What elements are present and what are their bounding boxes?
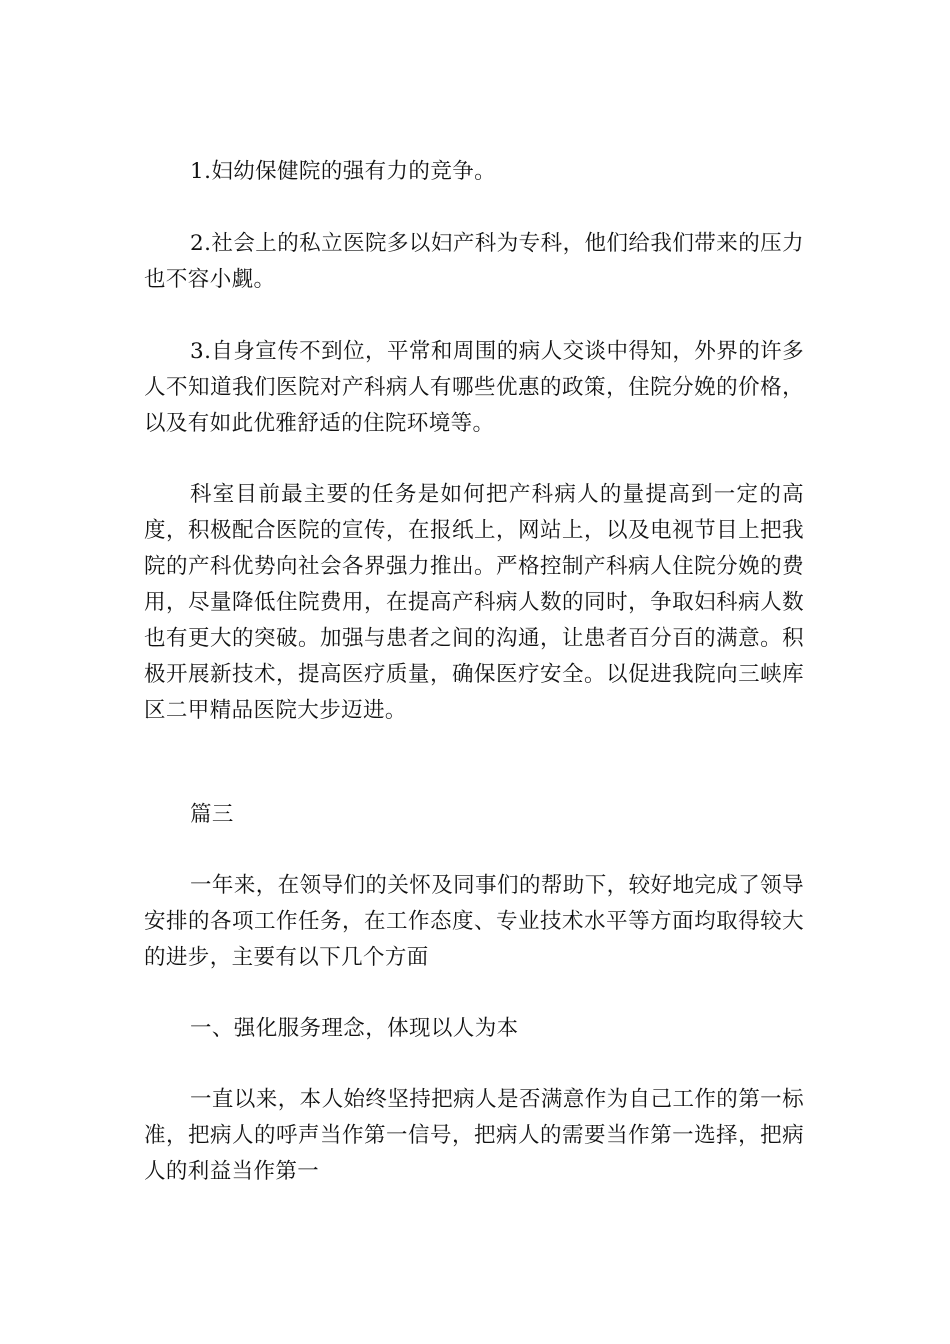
body-paragraph: 一直以来，本人始终坚持把病人是否满意作为自己工作的第一标准，把病人的呼声当作第一信号，把病人的需要当作第一选择，把病人的利益当作第一 bbox=[144, 1087, 804, 1184]
list-item-1: 1.妇幼保健院的强有力的竞争。 bbox=[190, 159, 497, 184]
intro-paragraph: 一年来，在领导们的关怀及同事们的帮助下，较好地完成了领导安排的各项工作任务，在工作态度、专业技术水平等方面均取得较大的进步，主要有以下几个方面 bbox=[144, 873, 804, 970]
list-item-3: 3.自身宣传不到位，平常和周围的病人交谈中得知，外界的许多人不知道我们医院对产科病人有哪些优惠的政策，住院分娩的价格，以及有如此优雅舒适的住院环境等。 bbox=[144, 339, 804, 436]
section-title: 篇三 bbox=[190, 802, 234, 827]
task-paragraph: 科室目前最主要的任务是如何把产科病人的量提高到一定的高度，积极配合医院的宣传，在报纸上，网站上，以及电视节目上把我院的产科优势向社会各界强力推出。严格控制产科病人住院分娩的费用，尽量降低住院费用，在提高产科病人数的同时，争取妇科病人数也有更大的突破。加强与患者之间的沟通，让患者百分百的满意。积极开展新技术，提高医疗质量，确保医疗安全。以促进我院向三峡库区二甲精品医院大步迈进。 bbox=[144, 482, 804, 723]
section-heading: 一、强化服务理念，体现以人为本 bbox=[190, 1016, 519, 1041]
list-item-2: 2.社会上的私立医院多以妇产科为专科，他们给我们带来的压力也不容小觑。 bbox=[144, 231, 804, 292]
